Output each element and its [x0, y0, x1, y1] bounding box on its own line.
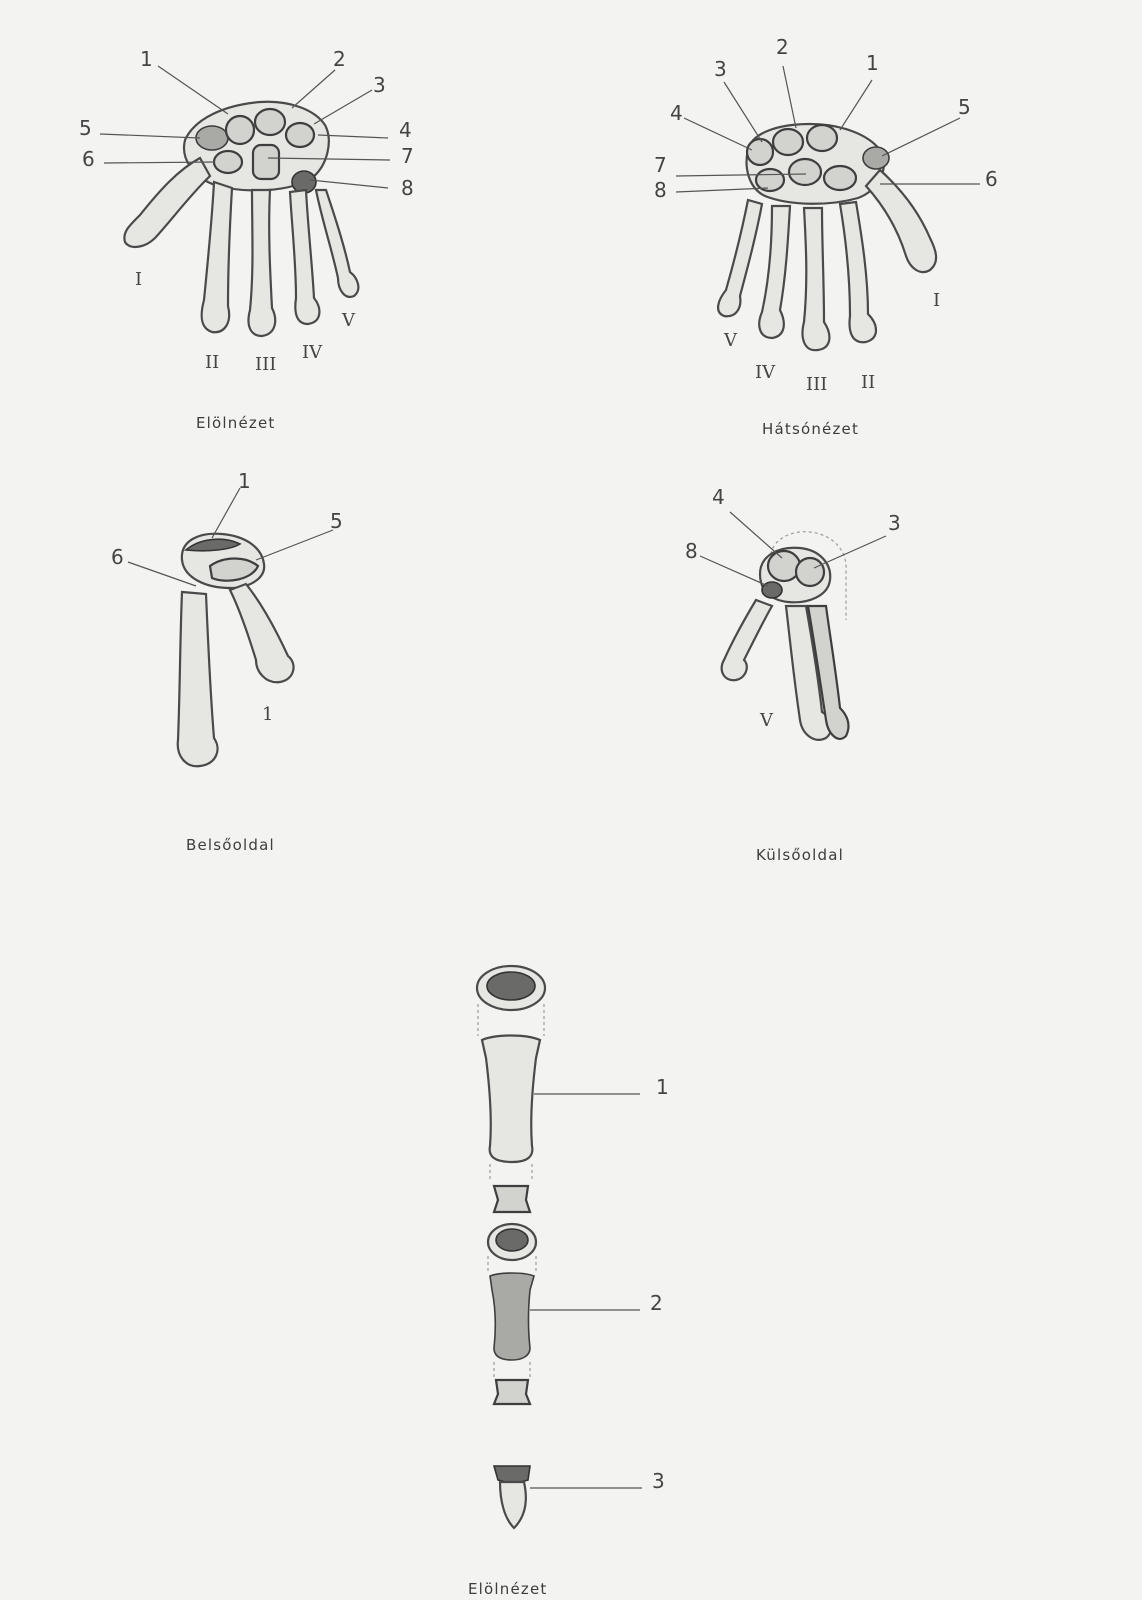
inner-label-1: 1: [238, 469, 251, 493]
phalanx-label-3: 3: [652, 1469, 665, 1493]
front-finger-III: III: [255, 354, 277, 375]
inner-label-5: 5: [330, 509, 343, 533]
front-label-8: 8: [401, 176, 414, 200]
outer-finger-V: V: [760, 710, 773, 731]
back-finger-III: III: [806, 374, 828, 395]
front-metacarpal-1: [124, 158, 210, 247]
inner-finger-1: 1: [262, 704, 274, 725]
front-label-6: 6: [82, 147, 95, 171]
front-label-7: 7: [401, 144, 414, 168]
back-finger-IV: IV: [755, 362, 776, 383]
back-label-7: 7: [654, 153, 667, 177]
outer-label-4: 4: [712, 485, 725, 509]
front-view-caption: Elölnézet: [196, 414, 276, 432]
back-metacarpals: [718, 200, 876, 350]
phalanx-label-2: 2: [650, 1291, 663, 1315]
outer-label-3: 3: [888, 511, 901, 535]
back-finger-V: V: [724, 330, 737, 351]
back-finger-labels: [723, 290, 940, 395]
inner-label-6: 6: [111, 545, 124, 569]
front-finger-I: I: [135, 269, 143, 290]
front-label-2: 2: [333, 47, 346, 71]
front-view-figure: [79, 47, 414, 432]
back-label-3: 3: [714, 57, 727, 81]
back-label-4: 4: [670, 101, 683, 125]
inner-side-caption: Belsőoldal: [186, 836, 275, 854]
back-label-2: 2: [776, 35, 789, 59]
outer-side-caption: Külsőoldal: [756, 846, 844, 864]
back-finger-II: II: [861, 372, 876, 393]
front-label-5: 5: [79, 116, 92, 140]
phalanx-label-1: 1: [656, 1075, 669, 1099]
back-label-5: 5: [958, 95, 971, 119]
front-label-1: 1: [140, 47, 153, 71]
front-finger-labels: [135, 269, 356, 375]
phalanges-bones: [477, 966, 545, 1528]
back-label-6: 6: [985, 167, 998, 191]
back-view-caption: Hátsónézet: [762, 420, 860, 438]
front-metacarpals: [202, 182, 359, 336]
back-carpals: [747, 124, 889, 204]
inner-bones: [178, 534, 294, 767]
outer-label-8: 8: [685, 539, 698, 563]
back-view-figure: [654, 35, 998, 438]
front-finger-IV: IV: [302, 342, 323, 363]
back-metacarpal-1: [866, 170, 936, 272]
front-finger-II: II: [205, 352, 220, 373]
phalanges-labels: [650, 1075, 669, 1493]
phalanges-figure: [468, 966, 669, 1598]
phalanges-caption: Elölnézet: [468, 1580, 548, 1598]
back-label-8: 8: [654, 178, 667, 202]
front-label-3: 3: [373, 73, 386, 97]
back-finger-I: I: [933, 290, 941, 311]
inner-side-figure: [111, 469, 343, 854]
front-label-4: 4: [399, 118, 412, 142]
back-label-1: 1: [866, 51, 879, 75]
outer-side-figure: [685, 485, 901, 864]
outer-bones: [722, 532, 849, 740]
front-finger-V: V: [342, 310, 355, 331]
phalanges-leaders: [530, 1094, 642, 1488]
